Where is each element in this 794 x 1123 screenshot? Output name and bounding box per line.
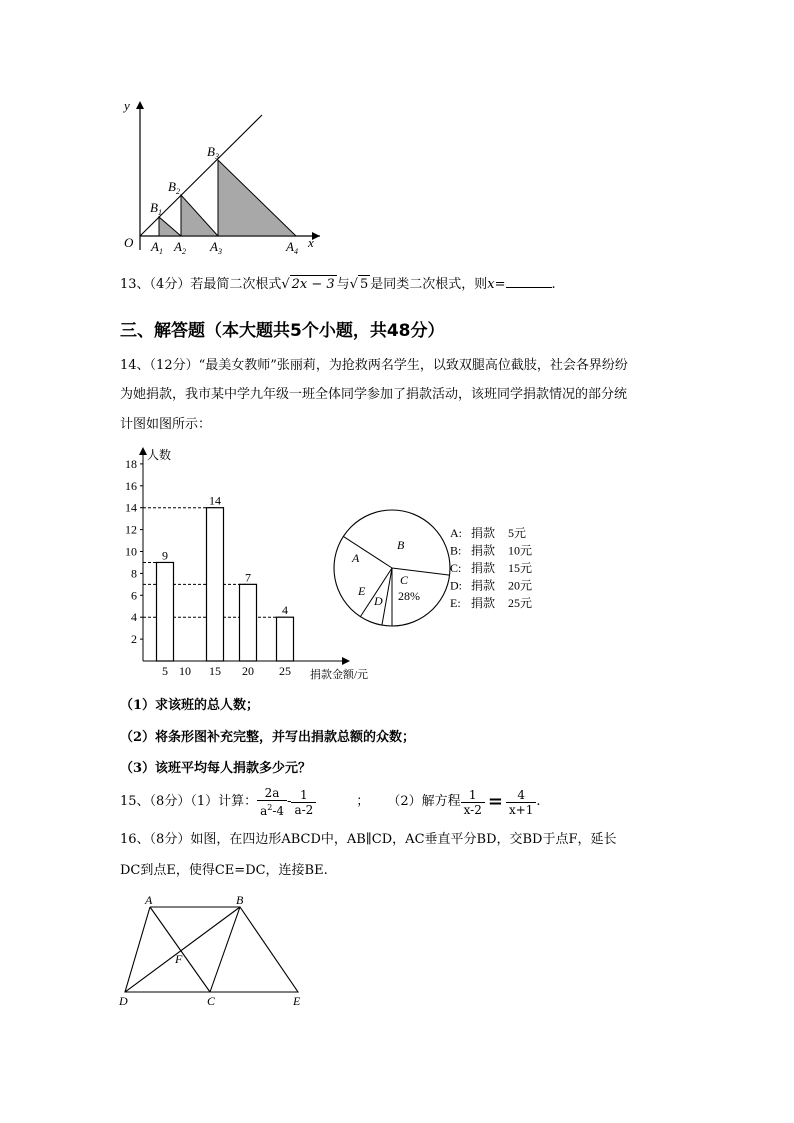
triangle-3 bbox=[218, 160, 296, 236]
label-f: F bbox=[175, 952, 183, 966]
bar-15 bbox=[207, 508, 224, 661]
sector-label-b: B bbox=[397, 538, 405, 552]
y-tick-label: 2 bbox=[131, 632, 137, 647]
q16-line-1: 16、（8分）如图，在四边形ABCD中，AB∥CD，AC垂直平分BD，交BD于点F，延长 bbox=[120, 832, 617, 847]
y-tick-label: 6 bbox=[131, 588, 137, 603]
y-tick-label: 12 bbox=[125, 522, 137, 537]
x-tick-label: 20 bbox=[242, 664, 254, 678]
fraction-4-over-x+1: $\frac{4}{x+1}$ bbox=[506, 788, 536, 817]
label-b2: $B_2$ bbox=[168, 179, 180, 196]
segment-ac bbox=[150, 907, 210, 992]
label-a1: $A_1$ bbox=[151, 239, 163, 256]
y-axis-label: y bbox=[124, 98, 130, 113]
q13-period: . bbox=[551, 277, 556, 292]
x-axis-arrow bbox=[342, 657, 350, 665]
y-axis-arrow bbox=[139, 447, 147, 455]
legend-amount: 20元 bbox=[508, 578, 533, 593]
bar-5 bbox=[157, 562, 174, 661]
q13-variable: x bbox=[487, 277, 495, 292]
legend-amount: 15元 bbox=[508, 561, 533, 575]
legend-word: 捐款 bbox=[471, 561, 496, 575]
bar-value-label: 14 bbox=[209, 493, 221, 508]
x-tick-label: 5 bbox=[162, 664, 168, 678]
sector-label-a: A bbox=[352, 551, 360, 565]
x-tick-label: 15 bbox=[209, 664, 221, 678]
legend-word: 捐款 bbox=[471, 543, 496, 558]
sqrt-symbol: √ bbox=[281, 277, 290, 292]
fraction-1-over-x-2: $\frac{1}{x-2}$ bbox=[461, 788, 485, 817]
q14-line-1: 14、（12分）“最美女教师”张丽莉，为抢救两名学生，以致双腿高位截肢，社会各界纷纷 bbox=[120, 358, 628, 373]
q15-period: . bbox=[536, 794, 541, 809]
label-e: E bbox=[293, 994, 301, 1008]
legend-key: C: bbox=[450, 561, 462, 575]
sqrt-symbol: √ bbox=[349, 277, 358, 292]
label-b1: $B_1$ bbox=[150, 200, 162, 217]
legend-key: B: bbox=[450, 543, 462, 558]
x-axis-label: x bbox=[308, 235, 314, 250]
triangle-1 bbox=[159, 217, 181, 236]
q13-middle: 与 bbox=[336, 277, 350, 292]
y-axis-arrow bbox=[136, 101, 144, 109]
q14-subquestion-3: （3）该班平均每人捐款多少元？ bbox=[120, 761, 312, 776]
bar-25 bbox=[277, 617, 294, 661]
sector-percent-c: 28% bbox=[398, 589, 420, 603]
y-tick-label: 4 bbox=[131, 610, 137, 625]
label-c: C bbox=[207, 994, 216, 1008]
bar-20 bbox=[240, 584, 257, 661]
question-13 bbox=[120, 275, 556, 294]
x-tick-label: 10 bbox=[179, 664, 191, 678]
y-tick-label: 16 bbox=[125, 478, 137, 493]
bar-value-label: 9 bbox=[162, 548, 168, 563]
y-tick-label: 14 bbox=[125, 500, 137, 515]
triangle-2 bbox=[181, 195, 218, 236]
q13-suffix: 是同类二次根式，则 bbox=[370, 277, 488, 292]
q16-line-2: DC到点E，使得CE=DC，连接BE. bbox=[120, 863, 328, 878]
x-axis-title: 捐款金额/元 bbox=[310, 669, 369, 681]
fraction-1-over-a-2: $\frac{1}{a-2}$ bbox=[291, 788, 316, 817]
label-a2: $A_2$ bbox=[174, 239, 186, 256]
y-tick-label: 10 bbox=[125, 544, 137, 559]
label-d: D bbox=[119, 994, 128, 1008]
legend-word: 捐款 bbox=[471, 596, 496, 610]
y-tick-label: 8 bbox=[131, 566, 137, 581]
outline-abed bbox=[125, 907, 298, 992]
x-tick-label: 25 bbox=[279, 664, 291, 678]
label-b: B bbox=[236, 893, 244, 907]
bar-value-label: 7 bbox=[245, 570, 251, 585]
label-a4: $A_4$ bbox=[286, 239, 298, 256]
section-3-heading: 三、解答题（本大题共5个小题，共48分） bbox=[120, 321, 445, 341]
q14-line-3: 计图如图所示： bbox=[120, 417, 212, 432]
q13-radicand-1: 2x − 3 bbox=[291, 277, 335, 292]
q15-part2: （2）解方程 bbox=[387, 794, 461, 809]
origin-label: O bbox=[124, 235, 134, 250]
q13-radicand-2: 5 bbox=[359, 277, 369, 292]
sector-label-e: E bbox=[358, 584, 366, 598]
legend-key: A: bbox=[450, 526, 462, 540]
label-a: A bbox=[145, 893, 153, 907]
fraction-2a-over-a2-4: $\frac{2a}{a^2-4}$ bbox=[257, 786, 287, 818]
figure-quadrilateral bbox=[110, 890, 320, 1010]
q14-line-2: 为她捐款，我市某中学九年级一班全体同学参加了捐款活动，该班同学捐款情况的部分统 bbox=[120, 387, 628, 402]
legend-amount: 5元 bbox=[508, 526, 527, 540]
legend-word: 捐款 bbox=[471, 578, 496, 593]
label-b3: $B_3$ bbox=[207, 144, 219, 161]
y-axis-title: 人数 bbox=[147, 448, 172, 462]
q15-equals: = bbox=[487, 791, 503, 812]
legend-amount: 25元 bbox=[508, 596, 533, 610]
q13-equals: = bbox=[494, 277, 506, 292]
q14-subquestion-2: （2）将条形图补充完整，并写出捐款总额的众数； bbox=[120, 730, 416, 745]
figure-staircase-triangles bbox=[110, 95, 330, 260]
bar-value-label: 4 bbox=[282, 603, 288, 618]
y-tick-label: 18 bbox=[125, 456, 137, 471]
answer-blank[interactable] bbox=[506, 275, 552, 288]
legend-amount: 10元 bbox=[508, 543, 533, 558]
q13-prefix: 13、（4分）若最简二次根式 bbox=[120, 277, 282, 292]
legend-word: 捐款 bbox=[471, 526, 496, 540]
label-a3: $A_3$ bbox=[210, 239, 222, 256]
legend-key: D: bbox=[450, 578, 462, 593]
legend-key: E: bbox=[450, 596, 461, 610]
segment-bd bbox=[125, 907, 240, 992]
q15-prefix: 15、（8分）（1）计算： bbox=[120, 794, 258, 809]
q15-minus: - bbox=[287, 794, 292, 809]
segment-bc bbox=[210, 907, 240, 992]
sector-label-d: D bbox=[374, 594, 383, 608]
question-15 bbox=[120, 784, 541, 820]
q15-semicolon: ； bbox=[356, 794, 370, 809]
q14-subquestion-1: （1）求该班的总人数； bbox=[120, 698, 260, 713]
pie-chart bbox=[330, 505, 545, 630]
sector-label-c: C bbox=[400, 573, 409, 587]
